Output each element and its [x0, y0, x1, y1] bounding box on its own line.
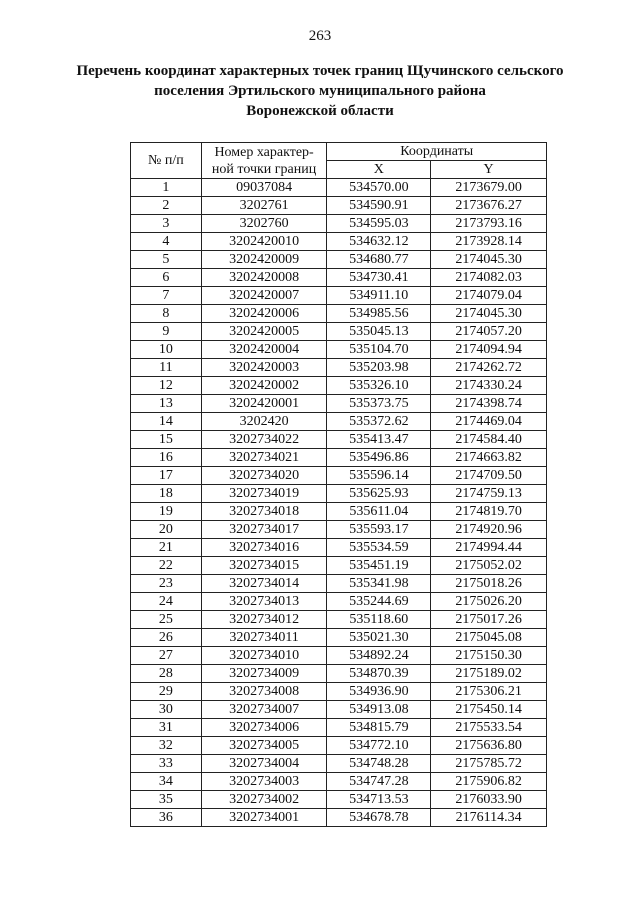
table-row	[131, 251, 547, 269]
header-x: X	[327, 161, 431, 179]
cell-y: 2175026.20	[431, 593, 547, 611]
cell-x: 535021.30	[327, 629, 431, 647]
table-row	[131, 377, 547, 395]
cell-x: 534590.91	[327, 197, 431, 215]
cell-num: 14	[131, 413, 202, 431]
coordinates-table	[130, 142, 547, 827]
cell-y: 2174819.70	[431, 503, 547, 521]
cell-point-number: 3202420007	[201, 287, 327, 305]
cell-x: 535496.86	[327, 449, 431, 467]
cell-y: 2175785.72	[431, 755, 547, 773]
cell-num: 4	[131, 233, 202, 251]
cell-num: 36	[131, 809, 202, 827]
table-row	[131, 341, 547, 359]
table-row	[131, 539, 547, 557]
cell-y: 2174920.96	[431, 521, 547, 539]
table-row	[131, 233, 547, 251]
cell-point-number: 3202734009	[201, 665, 327, 683]
cell-y: 2174994.44	[431, 539, 547, 557]
cell-point-number: 3202420008	[201, 269, 327, 287]
cell-y: 2174045.30	[431, 251, 547, 269]
document-title	[60, 61, 580, 121]
title-line-2: поселения Эртильского муниципального района	[154, 83, 486, 99]
cell-y: 2174398.74	[431, 395, 547, 413]
header-point-number	[201, 143, 327, 179]
cell-num: 16	[131, 449, 202, 467]
cell-y: 2174469.04	[431, 413, 547, 431]
cell-point-number: 3202734017	[201, 521, 327, 539]
cell-num: 3	[131, 215, 202, 233]
table-row	[131, 287, 547, 305]
cell-num: 2	[131, 197, 202, 215]
cell-y: 2173676.27	[431, 197, 547, 215]
table-row	[131, 305, 547, 323]
table-row	[131, 719, 547, 737]
cell-num: 1	[131, 179, 202, 197]
cell-x: 534772.10	[327, 737, 431, 755]
cell-y: 2176114.34	[431, 809, 547, 827]
cell-x: 534815.79	[327, 719, 431, 737]
cell-num: 5	[131, 251, 202, 269]
cell-y: 2175189.02	[431, 665, 547, 683]
cell-num: 24	[131, 593, 202, 611]
cell-y: 2173928.14	[431, 233, 547, 251]
cell-point-number: 3202420004	[201, 341, 327, 359]
cell-num: 6	[131, 269, 202, 287]
cell-y: 2175906.82	[431, 773, 547, 791]
title-line-3: Воронежской области	[246, 103, 394, 119]
cell-x: 535625.93	[327, 485, 431, 503]
cell-x: 534570.00	[327, 179, 431, 197]
table-row	[131, 503, 547, 521]
cell-y: 2173793.16	[431, 215, 547, 233]
cell-point-number: 3202734008	[201, 683, 327, 701]
table-body	[131, 179, 547, 827]
cell-x: 534870.39	[327, 665, 431, 683]
cell-point-number: 3202734003	[201, 773, 327, 791]
table-row	[131, 611, 547, 629]
cell-num: 19	[131, 503, 202, 521]
cell-y: 2174079.04	[431, 287, 547, 305]
cell-num: 29	[131, 683, 202, 701]
cell-point-number: 3202420006	[201, 305, 327, 323]
cell-num: 12	[131, 377, 202, 395]
cell-point-number: 3202420002	[201, 377, 327, 395]
cell-point-number: 3202420003	[201, 359, 327, 377]
cell-x: 534680.77	[327, 251, 431, 269]
table-row	[131, 647, 547, 665]
cell-point-number: 3202734007	[201, 701, 327, 719]
cell-y: 2175017.26	[431, 611, 547, 629]
cell-num: 28	[131, 665, 202, 683]
cell-point-number: 3202734020	[201, 467, 327, 485]
cell-point-number: 3202420001	[201, 395, 327, 413]
header-coordinates: Координаты	[327, 143, 547, 161]
cell-x: 535534.59	[327, 539, 431, 557]
cell-x: 535326.10	[327, 377, 431, 395]
cell-point-number: 3202420009	[201, 251, 327, 269]
cell-x: 535373.75	[327, 395, 431, 413]
cell-y: 2174759.13	[431, 485, 547, 503]
cell-y: 2175636.80	[431, 737, 547, 755]
cell-x: 535451.19	[327, 557, 431, 575]
cell-y: 2175533.54	[431, 719, 547, 737]
table-row	[131, 791, 547, 809]
cell-y: 2175018.26	[431, 575, 547, 593]
cell-point-number: 3202734005	[201, 737, 327, 755]
table-row	[131, 809, 547, 827]
cell-point-number: 3202734014	[201, 575, 327, 593]
table-row	[131, 629, 547, 647]
cell-x: 534678.78	[327, 809, 431, 827]
cell-num: 31	[131, 719, 202, 737]
cell-point-number: 3202734001	[201, 809, 327, 827]
cell-point-number: 3202760	[201, 215, 327, 233]
table-row	[131, 359, 547, 377]
cell-num: 34	[131, 773, 202, 791]
cell-point-number: 3202734018	[201, 503, 327, 521]
cell-x: 535045.13	[327, 323, 431, 341]
cell-y: 2175306.21	[431, 683, 547, 701]
header-point-line-2: ной точки границ	[211, 161, 317, 177]
cell-num: 35	[131, 791, 202, 809]
cell-num: 10	[131, 341, 202, 359]
cell-y: 2174330.24	[431, 377, 547, 395]
cell-x: 535341.98	[327, 575, 431, 593]
cell-num: 9	[131, 323, 202, 341]
table-row	[131, 323, 547, 341]
table-row	[131, 755, 547, 773]
cell-point-number: 3202734021	[201, 449, 327, 467]
cell-num: 27	[131, 647, 202, 665]
cell-point-number: 3202734022	[201, 431, 327, 449]
table-row	[131, 665, 547, 683]
cell-num: 33	[131, 755, 202, 773]
cell-point-number: 3202734006	[201, 719, 327, 737]
cell-point-number: 3202734013	[201, 593, 327, 611]
cell-x: 534730.41	[327, 269, 431, 287]
cell-point-number: 3202761	[201, 197, 327, 215]
table-row	[131, 521, 547, 539]
cell-y: 2174709.50	[431, 467, 547, 485]
cell-x: 535244.69	[327, 593, 431, 611]
table-row	[131, 449, 547, 467]
table-row	[131, 485, 547, 503]
cell-x: 535413.47	[327, 431, 431, 449]
table-header	[131, 143, 547, 179]
cell-point-number: 3202734002	[201, 791, 327, 809]
page-number: 263	[308, 28, 332, 44]
cell-num: 25	[131, 611, 202, 629]
header-y: Y	[431, 161, 547, 179]
cell-num: 15	[131, 431, 202, 449]
cell-num: 13	[131, 395, 202, 413]
cell-y: 2175045.08	[431, 629, 547, 647]
cell-num: 11	[131, 359, 202, 377]
cell-x: 534747.28	[327, 773, 431, 791]
cell-y: 2174082.03	[431, 269, 547, 287]
cell-y: 2174057.20	[431, 323, 547, 341]
cell-x: 535104.70	[327, 341, 431, 359]
table-row	[131, 431, 547, 449]
cell-y: 2174663.82	[431, 449, 547, 467]
cell-y: 2174045.30	[431, 305, 547, 323]
cell-x: 535593.17	[327, 521, 431, 539]
cell-point-number: 3202734019	[201, 485, 327, 503]
table-row	[131, 269, 547, 287]
cell-x: 534892.24	[327, 647, 431, 665]
cell-x: 534985.56	[327, 305, 431, 323]
cell-point-number: 3202420005	[201, 323, 327, 341]
header-num: № п/п	[131, 143, 202, 179]
cell-point-number: 3202734015	[201, 557, 327, 575]
cell-num: 22	[131, 557, 202, 575]
cell-x: 534911.10	[327, 287, 431, 305]
cell-num: 18	[131, 485, 202, 503]
cell-y: 2174094.94	[431, 341, 547, 359]
header-point-line-1: Номер характер-	[214, 144, 314, 160]
cell-num: 20	[131, 521, 202, 539]
cell-num: 8	[131, 305, 202, 323]
cell-y: 2175450.14	[431, 701, 547, 719]
table-row	[131, 413, 547, 431]
cell-x: 535203.98	[327, 359, 431, 377]
cell-x: 534713.53	[327, 791, 431, 809]
cell-num: 32	[131, 737, 202, 755]
cell-x: 534632.12	[327, 233, 431, 251]
cell-y: 2175150.30	[431, 647, 547, 665]
cell-x: 535118.60	[327, 611, 431, 629]
cell-y: 2176033.90	[431, 791, 547, 809]
cell-num: 7	[131, 287, 202, 305]
cell-point-number: 3202734010	[201, 647, 327, 665]
cell-num: 23	[131, 575, 202, 593]
table-row	[131, 683, 547, 701]
table-row	[131, 557, 547, 575]
table-row	[131, 593, 547, 611]
cell-y: 2174584.40	[431, 431, 547, 449]
cell-y: 2173679.00	[431, 179, 547, 197]
cell-num: 21	[131, 539, 202, 557]
cell-point-number: 09037084	[201, 179, 327, 197]
cell-y: 2174262.72	[431, 359, 547, 377]
cell-point-number: 3202734012	[201, 611, 327, 629]
cell-point-number: 3202420010	[201, 233, 327, 251]
cell-point-number: 3202734011	[201, 629, 327, 647]
table-row	[131, 215, 547, 233]
table-row	[131, 395, 547, 413]
cell-x: 535372.62	[327, 413, 431, 431]
table-row	[131, 575, 547, 593]
table-row	[131, 467, 547, 485]
cell-x: 535596.14	[327, 467, 431, 485]
table-row	[131, 737, 547, 755]
table-row	[131, 773, 547, 791]
cell-x: 535611.04	[327, 503, 431, 521]
cell-num: 17	[131, 467, 202, 485]
cell-x: 534913.08	[327, 701, 431, 719]
cell-point-number: 3202734016	[201, 539, 327, 557]
cell-num: 26	[131, 629, 202, 647]
cell-point-number: 3202420	[201, 413, 327, 431]
table-row	[131, 701, 547, 719]
cell-x: 534936.90	[327, 683, 431, 701]
cell-y: 2175052.02	[431, 557, 547, 575]
cell-num: 30	[131, 701, 202, 719]
table-row	[131, 197, 547, 215]
table-row	[131, 179, 547, 197]
cell-point-number: 3202734004	[201, 755, 327, 773]
cell-x: 534595.03	[327, 215, 431, 233]
cell-x: 534748.28	[327, 755, 431, 773]
title-line-1: Перечень координат характерных точек границ Щучинского сельского	[76, 63, 564, 79]
